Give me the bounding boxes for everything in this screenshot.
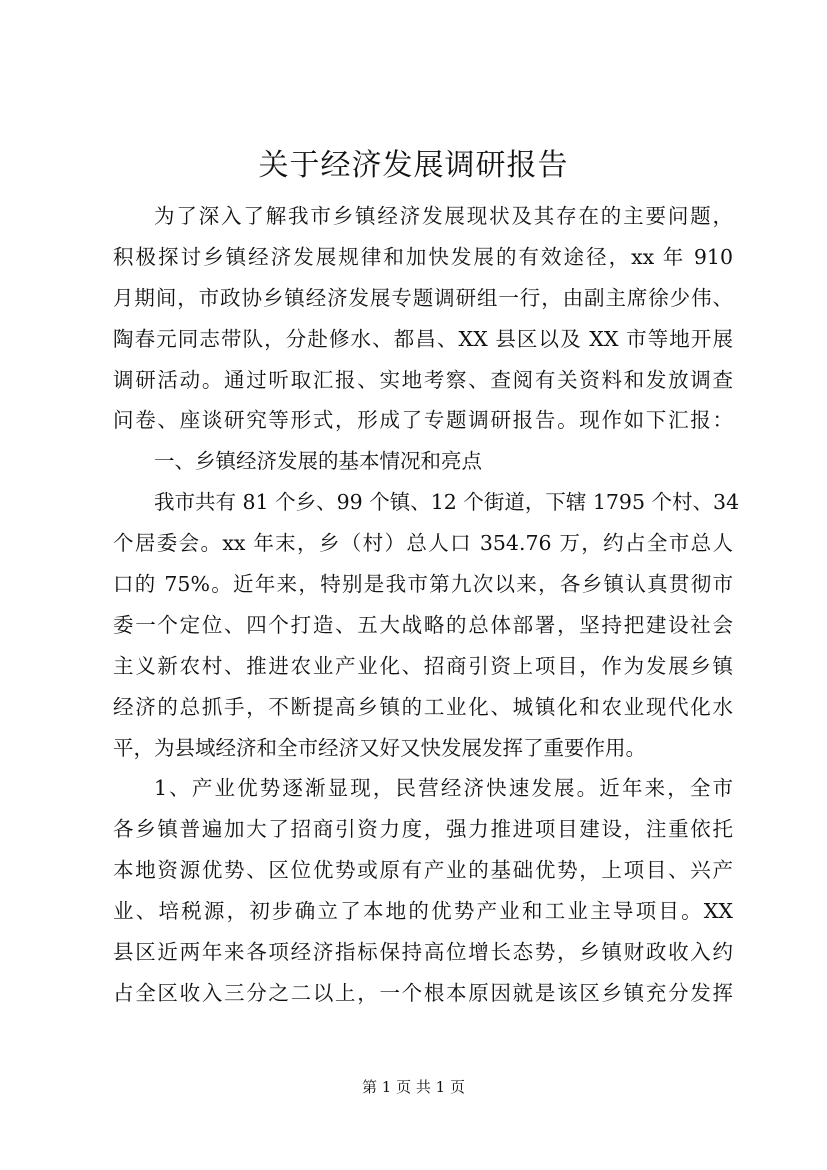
paragraph-line: 口的 75%。近年来，特别是我市第九次以来，各乡镇认真贯彻市 [113,572,733,597]
paragraph-line: 月期间，市政协乡镇经济发展专题调研组一行，由副主席徐少伟、 [113,285,733,310]
paragraph-line: 平，为县域经济和全市经济又好又快发展发挥了重要作用。 [113,735,646,760]
paragraph-line: 我市共有 81 个乡、99 个镇、12 个街道，下辖 1795 个村、34 [154,490,740,515]
paragraph-line: 占全区收入三分之二以上，一个根本原因就是该区乡镇充分发挥 [113,980,733,1005]
paragraph-line: 调研活动。通过听取汇报、实地考察、查阅有关资料和发放调查 [113,367,733,392]
paragraph-line: 问卷、座谈研究等形式，形成了专题调研报告。现作如下汇报： [113,408,733,433]
paragraph-line: 积极探讨乡镇经济发展规律和加快发展的有效途径，xx 年 910 [113,244,733,269]
paragraph-line: 主义新农村、推进农业产业化、招商引资上项目，作为发展乡镇 [113,653,733,678]
paragraph-line: 县区近两年来各项经济指标保持高位增长态势，乡镇财政收入约 [113,940,733,965]
page-footer: 第 1 页 共 1 页 [362,1078,465,1096]
section-heading: 一、乡镇经济发展的基本情况和亮点 [154,449,482,474]
document-body [113,196,740,1014]
paragraph-line: 业、培税源，初步确立了本地的优势产业和工业主导项目。XX [113,899,733,924]
paragraph-line: 个居委会。xx 年末，乡（村）总人口 354.76 万，约占全市总人 [113,531,733,556]
paragraph-line: 委一个定位、四个打造、五大战略的总体部署，坚持把建设社会 [113,612,733,637]
paragraph-line: 本地资源优势、区位优势或原有产业的基础优势，上项目、兴产 [113,858,733,883]
paragraph-line: 经济的总抓手，不断提高乡镇的工业化、城镇化和农业现代化水 [113,694,733,719]
paragraph-line: 为了深入了解我市乡镇经济发展现状及其存在的主要问题， [154,204,733,228]
paragraph-line: 各乡镇普遍加大了招商引资力度，强力推进项目建设，注重依托 [113,817,733,842]
paragraph-line: 陶春元同志带队，分赴修水、都昌、XX 县区以及 XX 市等地开展 [113,326,733,351]
paragraph-line: 1、产业优势逐渐显现，民营经济快速发展。近年来，全市 [154,776,733,801]
document-title: 关于经济发展调研报告 [258,148,569,183]
